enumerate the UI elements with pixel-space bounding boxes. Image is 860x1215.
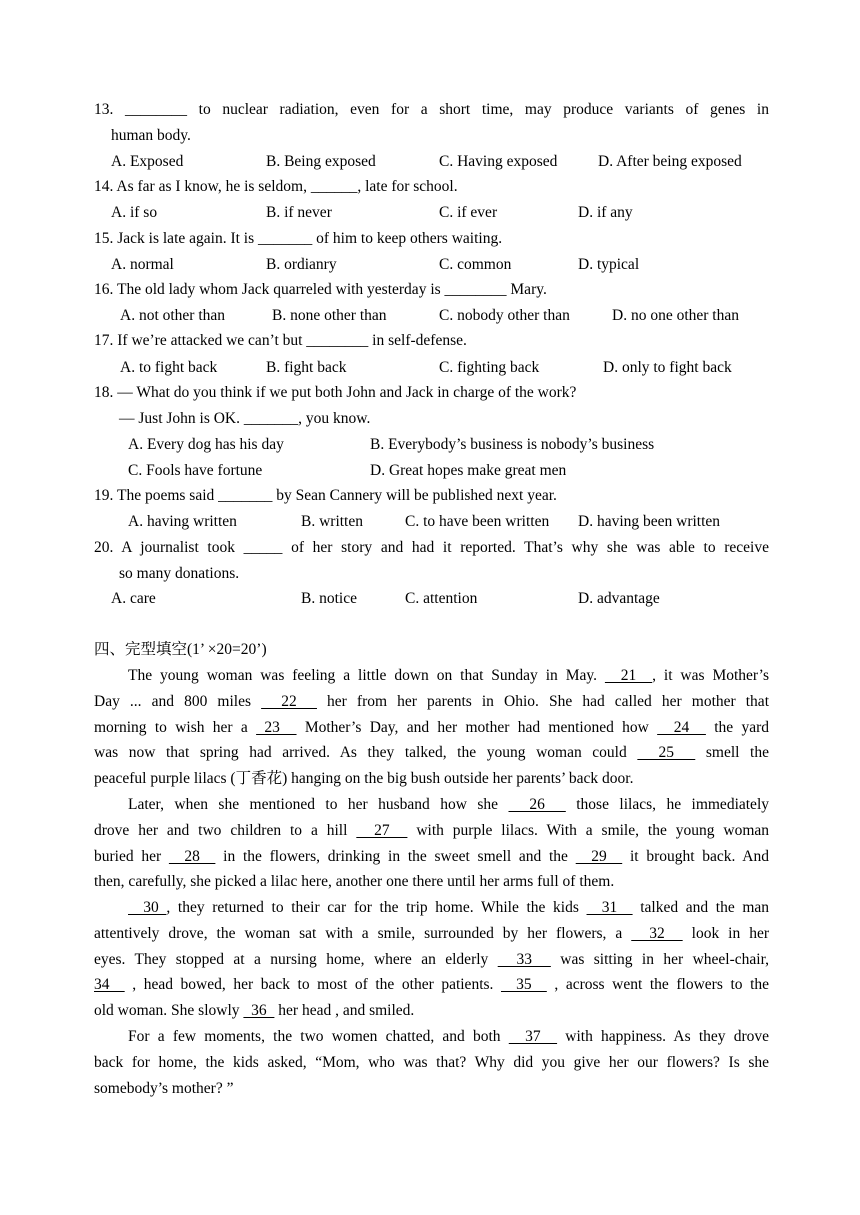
q14-stem: 14. As far as I know, he is seldom, ______, late for school.	[94, 178, 458, 195]
q17-stem: 17. If we’re attacked we can’t but ________ in self-defense.	[94, 332, 467, 349]
passage-p2-line-2: drove her and two children to a hill 27 with purple lilacs. With a smile, the young woman	[94, 822, 770, 839]
q20-stem-line1: 20. A journalist took _____ of her story and had it reported. That’s why she was able to receive	[94, 539, 769, 556]
q18-option-d: D. Great hopes make great men	[370, 462, 567, 479]
q20-option-a: A. care	[111, 590, 156, 607]
q19-option-d: D. having been written	[578, 513, 721, 530]
passage-p2-line-4: then, carefully, she picked a lilac here, another one there until her arms full of them.	[94, 873, 615, 890]
q13-stem-line2: human body.	[111, 127, 191, 144]
q20-option-c: C. attention	[405, 590, 478, 607]
passage-p4-line-2: back for home, the kids asked, “Mom, who was that? Why did you give her our flowers? Is she	[94, 1054, 769, 1071]
q15-option-a: A. normal	[111, 256, 174, 273]
blank-number: 33	[497, 951, 551, 968]
q15-option-d: D. typical	[578, 256, 640, 273]
q18-reply: — Just John is OK. _______, you know.	[119, 410, 371, 427]
q19-stem: 19. The poems said _______ by Sean Cannery will be published next year.	[94, 487, 557, 504]
q20-option-b: B. notice	[301, 590, 357, 607]
passage-p1-line-1: The young woman was feeling a little down on that Sunday in May. 21 , it was Mother’s	[128, 667, 769, 684]
q15-stem: 15. Jack is late again. It is _______ of him to keep others waiting.	[94, 230, 503, 247]
q17-option-c: C. fighting back	[439, 359, 540, 376]
q18-stem: 18. — What do you think if we put both John and Jack in charge of the work?	[94, 384, 577, 401]
q19-option-c: C. to have been written	[405, 513, 550, 530]
q14-option-a: A. if so	[111, 204, 158, 221]
blank-number: 25	[637, 744, 696, 761]
blank-number: 30	[128, 899, 167, 916]
passage-p3-line-1: 30 , they returned to their car for the trip home. While the kids 31 talked and the man	[128, 899, 770, 916]
q19-option-a: A. having written	[128, 513, 237, 530]
q13-option-b: B. Being exposed	[266, 153, 376, 170]
passage-p4-line-3: somebody’s mother? ”	[94, 1080, 234, 1097]
blank-number: 31	[586, 899, 633, 916]
q13-option-a: A. Exposed	[111, 153, 184, 170]
q20-stem-line2: so many donations.	[119, 565, 240, 582]
blank-number: 36	[243, 1002, 275, 1019]
q13-option-c: C. Having exposed	[439, 153, 558, 170]
blank-number: 21	[604, 667, 653, 684]
q15-option-c: C. common	[439, 256, 512, 273]
q16-option-a: A. not other than	[120, 307, 226, 324]
blank-number: 29	[575, 848, 623, 865]
blank-number: 26	[508, 796, 566, 813]
q17-option-b: B. fight back	[266, 359, 347, 376]
passage-p2-line-1: Later, when she mentioned to her husband how she 26 those lilacs, he immediately	[128, 796, 769, 813]
q16-option-d: D. no one other than	[612, 307, 739, 324]
passage-p4-line-1: For a few moments, the two women chatted, and both 37 with happiness. As they drove	[128, 1028, 769, 1045]
q17-option-a: A. to fight back	[120, 359, 218, 376]
q18-option-b: B. Everybody’s business is nobody’s business	[370, 436, 655, 453]
q14-option-b: B. if never	[266, 204, 332, 221]
blank-number: 32	[631, 925, 683, 942]
q16-option-b: B. none other than	[272, 307, 387, 324]
q13-option-d: D. After being exposed	[598, 153, 742, 170]
section-heading: 四、完型填空(1’ ×20=20’)	[94, 641, 267, 658]
blank-number: 35	[500, 976, 547, 993]
passage-p3-line-5: old woman. She slowly 36 her head , and smiled.	[94, 1002, 415, 1019]
q15-option-b: B. ordianry	[266, 256, 337, 273]
q17-option-d: D. only to fight back	[603, 359, 732, 376]
passage-p3-line-4: 34 , head bowed, her back to most of the other patients. 35 , across went the flowers to the	[94, 976, 770, 993]
blank-number: 34	[94, 976, 125, 993]
blank-number: 24	[657, 719, 706, 736]
blank-number: 23	[256, 719, 297, 736]
q14-option-d: D. if any	[578, 204, 633, 221]
blank-number: 27	[356, 822, 408, 839]
q20-option-d: D. advantage	[578, 590, 660, 607]
q14-option-c: C. if ever	[439, 204, 498, 221]
q16-stem: 16. The old lady whom Jack quarreled with yesterday is ________ Mary.	[94, 281, 547, 298]
passage-p3-line-2: attentively drove, the woman sat with a smile, surrounded by her flowers, a 32 look in her	[94, 925, 770, 942]
blank-number: 22	[261, 693, 317, 710]
blank-number: 28	[168, 848, 216, 865]
q16-option-c: C. nobody other than	[439, 307, 570, 324]
q13-stem-line1: 13. ________ to nuclear radiation, even for a short time, may produce variants of genes in	[94, 101, 769, 118]
passage-p1-line-5: peaceful purple lilacs (丁香花) hanging on the big bush outside her parents’ back door.	[94, 770, 634, 787]
q18-option-c: C. Fools have fortune	[128, 462, 263, 479]
passage-p3-line-3: eyes. They stopped at a nursing home, where an elderly 33 was sitting in her wheel-chair,	[94, 951, 770, 968]
q19-option-b: B. written	[301, 513, 363, 530]
passage-p1-line-3: morning to wish her a 23 Mother’s Day, and her mother had mentioned how 24 the yard	[94, 719, 770, 736]
blank-number: 37	[508, 1028, 558, 1045]
passage-p1-line-2: Day ... and 800 miles 22 her from her parents in Ohio. She had called her mother that	[94, 693, 769, 710]
passage-p2-line-3: buried her 28 in the flowers, drinking in the sweet smell and the 29 it brought back. And	[94, 848, 770, 865]
passage-p1-line-4: was now that spring had arrived. As they talked, the young woman could 25 smell the	[94, 744, 769, 761]
q18-option-a: A. Every dog has his day	[128, 436, 284, 453]
